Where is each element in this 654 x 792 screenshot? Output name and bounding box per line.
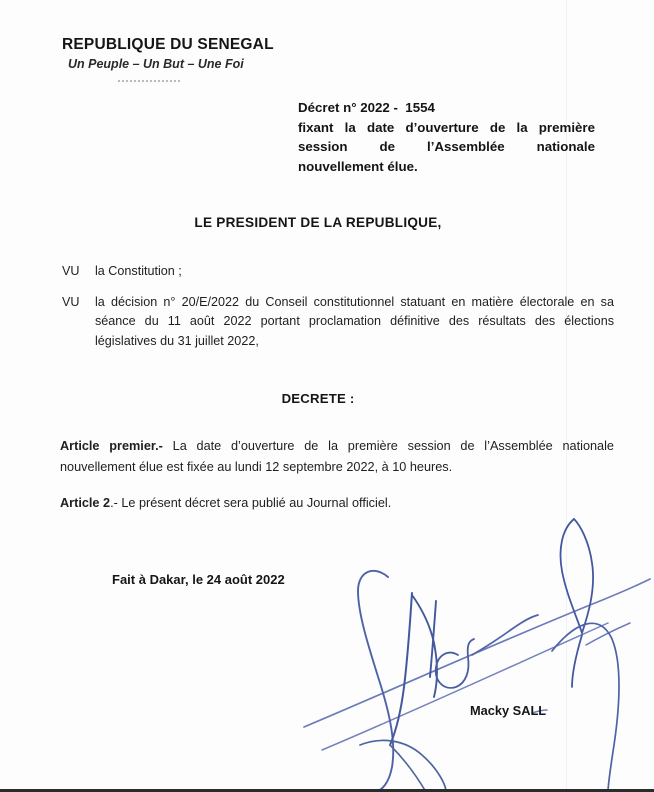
article-first-label: Article premier.- [60, 439, 163, 453]
national-motto: Un Peuple – Un But – Une Foi [68, 57, 244, 71]
enacting-clause: DECRETE : [281, 391, 355, 406]
place-and-date: Fait à Dakar, le 24 août 2022 [112, 572, 285, 587]
decree-number: Décret n° 2022 - 1554 [298, 100, 435, 115]
vu-text: la Constitution ; [95, 264, 182, 278]
authority-heading: LE PRESIDENT DE LA REPUBLIQUE, [194, 215, 442, 230]
republic-title: REPUBLIQUE DU SENEGAL [62, 36, 274, 53]
letterhead [62, 36, 392, 82]
article-first [60, 436, 614, 478]
vu-label: VU [62, 294, 80, 309]
handwritten-signature [300, 505, 654, 792]
article-second-text: .- Le présent décret sera publié au Journal officiel. [110, 496, 392, 510]
article-first-text: La date d’ouverture de la première session de l’Assemblée nationale nouvellement élue est fixée au lundi 12 septembre 2022, à 10 heures. [60, 439, 614, 474]
preamble-clauses [62, 262, 614, 362]
vu-label: VU [62, 264, 80, 278]
preamble-clause [62, 262, 614, 282]
article-second [60, 493, 614, 514]
article-second-label: Article 2 [60, 496, 111, 510]
decree-subject: fixant la date d’ouverture de la première session de l’Assemblée nationale nouvellement élue. [298, 119, 595, 174]
dotted-separator [118, 80, 180, 82]
signer-name: Macky SALL [470, 703, 547, 718]
preamble-clause [62, 293, 614, 352]
decree-title-block [298, 98, 595, 176]
vu-text: la décision n° 20/E/2022 du Conseil constitutionnel statuant en matière électorale en sa séance du 11 août 2022 portant proclamation définitive des résultats des élections législatives du 31 juillet 2022, [95, 294, 614, 348]
